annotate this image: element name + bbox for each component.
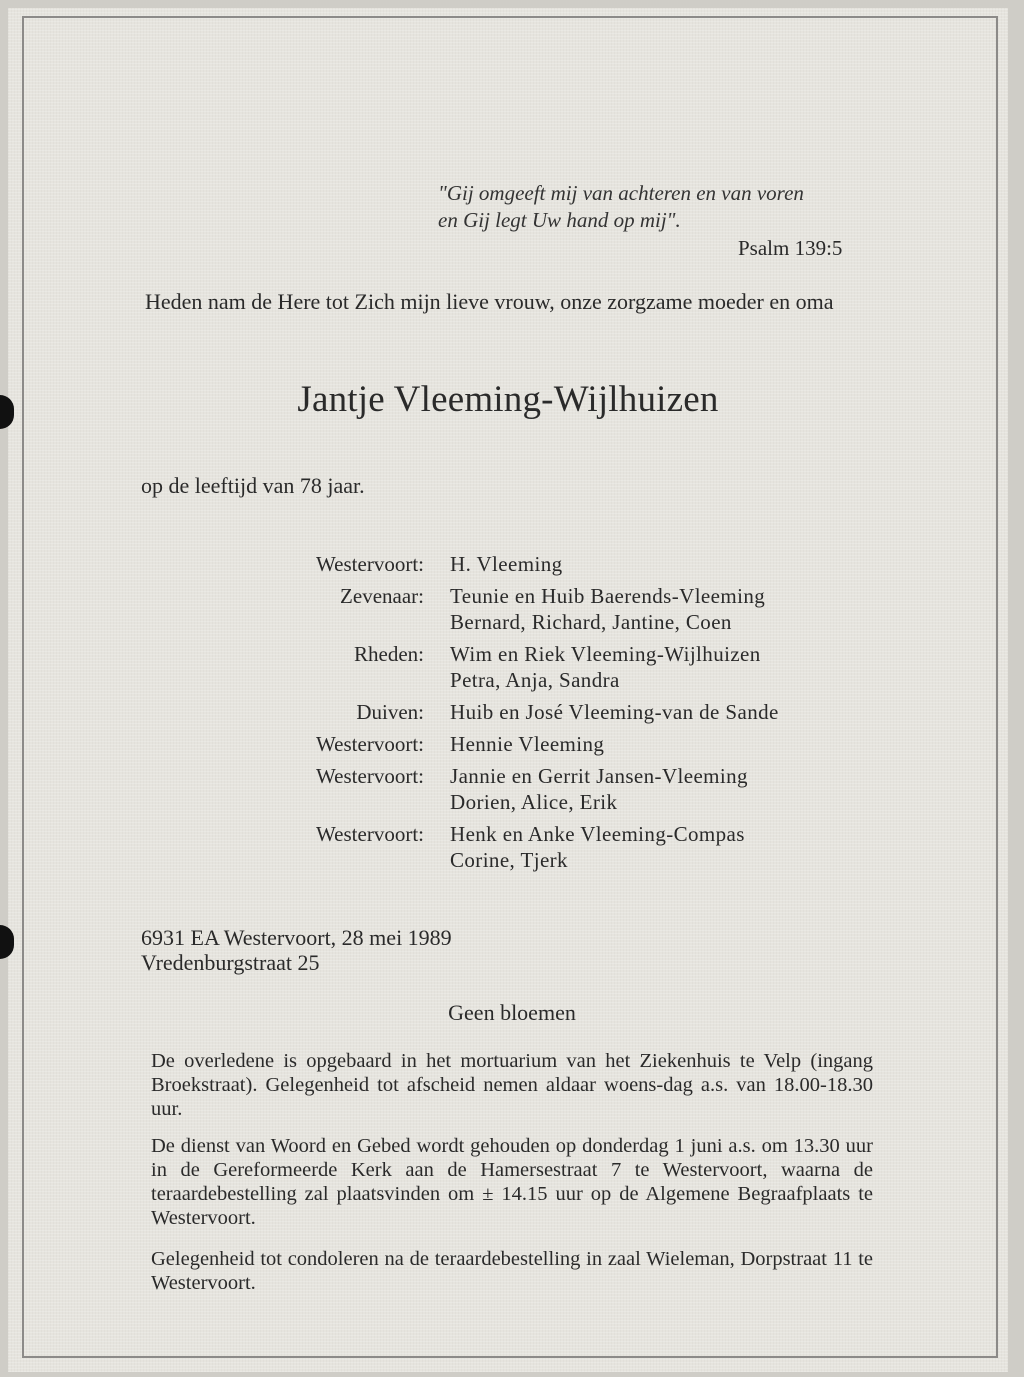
family-name-line: Corine, Tjerk bbox=[450, 848, 568, 872]
quote-line-1: "Gij omgeeft mij van achteren en van voren bbox=[438, 181, 804, 205]
family-name-line: Henk en Anke Vleeming-Compas bbox=[450, 822, 745, 846]
announcement-card bbox=[8, 8, 1008, 1372]
family-name-line: Jannie en Gerrit Jansen-Vleeming bbox=[450, 764, 748, 788]
family-place: Duiven: bbox=[356, 700, 424, 724]
family-names bbox=[450, 641, 888, 693]
quote-source: Psalm 139:5 bbox=[738, 236, 843, 260]
bible-quote bbox=[438, 180, 878, 234]
family-row bbox=[288, 583, 888, 635]
family-row bbox=[288, 731, 888, 757]
family-names bbox=[450, 699, 888, 725]
family-row bbox=[288, 699, 888, 725]
family-names bbox=[450, 731, 888, 757]
quote-line-2: en Gij legt Uw hand op mij". bbox=[438, 208, 681, 232]
family-name-line: Hennie Vleeming bbox=[450, 732, 605, 756]
paragraph-condolences: Gelegenheid tot condoleren na de teraardebestelling in zaal Wieleman, Dorpstraat 11 te Westervoort. bbox=[151, 1248, 873, 1294]
address-line-1: 6931 EA Westervoort, 28 mei 1989 bbox=[141, 925, 452, 950]
family-row bbox=[288, 763, 888, 815]
family-row bbox=[288, 821, 888, 873]
family-place: Westervoort: bbox=[316, 822, 424, 846]
family-name-line: Wim en Riek Vleeming-Wijlhuizen bbox=[450, 642, 761, 666]
paragraph-service: De dienst van Woord en Gebed wordt gehouden op donderdag 1 juni a.s. om 13.30 uur in de Gereformeerde Kerk aan de Hamersestraat 7 te Westervoort, waarna de teraardebestelling zal plaatsvinden om ± 14.15 uur op de Algemene Begraafplaats te Westervoort. bbox=[151, 1135, 873, 1229]
family-names bbox=[450, 763, 888, 815]
family-name-line: Teunie en Huib Baerends-Vleeming bbox=[450, 584, 766, 608]
family-name-line: Dorien, Alice, Erik bbox=[450, 790, 618, 814]
no-flowers-notice: Geen bloemen bbox=[448, 1000, 576, 1025]
family-list bbox=[288, 551, 888, 879]
family-place: Rheden: bbox=[354, 642, 424, 666]
family-row bbox=[288, 551, 888, 577]
family-row bbox=[288, 641, 888, 693]
family-place: Zevenaar: bbox=[340, 584, 424, 608]
family-names bbox=[450, 551, 888, 577]
family-name-line: Huib en José Vleeming-van de Sande bbox=[450, 700, 779, 724]
family-place: Westervoort: bbox=[316, 764, 424, 788]
intro-text: Heden nam de Here tot Zich mijn lieve vrouw, onze zorgzame moeder en oma bbox=[145, 289, 834, 314]
family-names bbox=[450, 821, 888, 873]
deceased-name: Jantje Vleeming-Wijlhuizen bbox=[297, 379, 719, 420]
family-name-line: H. Vleeming bbox=[450, 552, 563, 576]
address-block bbox=[141, 925, 452, 975]
family-place: Westervoort: bbox=[316, 552, 424, 576]
family-name-line: Bernard, Richard, Jantine, Coen bbox=[450, 610, 732, 634]
paragraph-viewing: De overledene is opgebaard in het mortuarium van het Ziekenhuis te Velp (ingang Broekstraat). Gelegenheid tot afscheid nemen aldaar woens-dag a.s. van 18.00-18.30 uur. bbox=[151, 1050, 873, 1120]
family-names bbox=[450, 583, 888, 635]
family-name-line: Petra, Anja, Sandra bbox=[450, 668, 620, 692]
age-text: op de leeftijd van 78 jaar. bbox=[141, 473, 365, 498]
family-place: Westervoort: bbox=[316, 732, 424, 756]
address-line-2: Vredenburgstraat 25 bbox=[141, 950, 320, 975]
